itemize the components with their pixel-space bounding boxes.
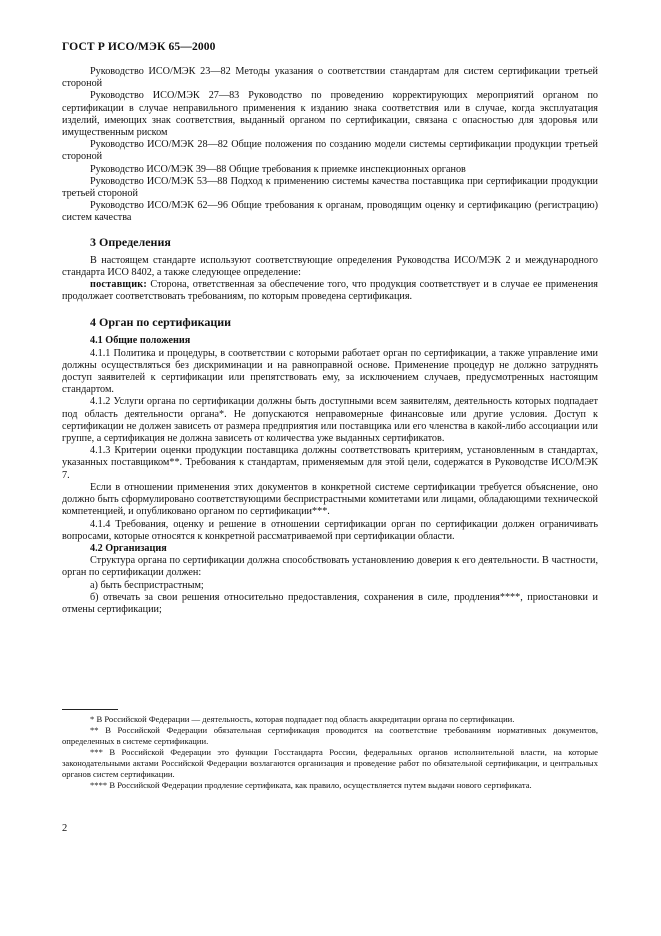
definition-text: Сторона, ответственная за обеспечение того, что продукция соответствует и в случае ее применения продолжает соответствовать требованиям, по которым проведена сертификация. xyxy=(62,279,598,303)
footnotes xyxy=(62,714,598,791)
clause-4-1-3-continued: Если в отношении применения этих документов в конкретной системе сертификации требуется объяснение, оно должно быть сформулировано соответствующими беспристрастными комитетами или лицами, обладающими технической компетенцией, и опубликовано органом по сертификации***. xyxy=(62,481,598,518)
subsection-4-1-heading: 4.1 Общие положения xyxy=(90,335,191,347)
footnote-3: *** В Российской Федерации это функции Госстандарта России, федеральных органов исполнительной власти, на которые законодательными актами Российской Федерации возлагаются организация и проведение работ по обязательной сертификации, и центральных органов систем сертификации. xyxy=(62,747,598,779)
section-3-intro: В настоящем стандарте используют соответствующие определения Руководства ИСО/МЭК 2 и международного стандарта ИСО 8402, а также следующее определение: xyxy=(62,254,598,278)
reference-guide-62: Руководство ИСО/МЭК 62—96 Общие требования к органам, проводящим оценку и сертификацию (регистрацию) систем качества xyxy=(62,200,598,224)
clause-4-1-4: 4.1.4 Требования, оценку и решение в отношении сертификации орган по сертификации должен ограничивать вопросами, которые относятся к конкретной рассматриваемой при сертификации области. xyxy=(62,518,598,542)
list-item-b: б) отвечать за свои решения относительно предоставления, сохранения в силе, продления****, приостановки и отмены сертификации; xyxy=(62,591,598,615)
reference-guide-28: Руководство ИСО/МЭК 28—82 Общие положения по созданию модели системы сертификации продукции третьей стороной xyxy=(62,139,598,163)
footnote-1: * В Российской Федерации — деятельность, которая подпадает под область аккредитации органа по сертификации. xyxy=(90,714,515,724)
clause-4-2-intro: Структура органа по сертификации должна способствовать установлению доверия к его деятельности. В частности, орган по сертификации должен: xyxy=(62,555,598,579)
reference-guide-27: Руководство ИСО/МЭК 27—83 Руководство по проведению корректирующих мероприятий органом по сертификации в случае неправильного применения к изданию знака соответствия или в случае, когда эксплуатация изделий, имеющих знак соответствия, выданный органом по сертификации, связана с опасностью для здоровья или имущественным риском xyxy=(62,90,598,139)
clause-4-1-2: 4.1.2 Услуги органа по сертификации должны быть доступными всем заявителям, деятельность которых подпадает под область деятельности органа*. Не допускаются неправомерные финансовые или другие условия. Доступ к сертификации не должен зависеть от размера предприятия или поставщика или его членства в какой-либо ассоциации или группе, а сертификация не должна зависеть от количества уже выданных сертификатов. xyxy=(62,396,598,445)
definition-supplier xyxy=(62,279,598,303)
list-item-a: а) быть беспристрастным; xyxy=(90,579,204,591)
clause-4-1-3: 4.1.3 Критерии оценки продукции поставщика должны соответствовать критериям, установленным в стандартах, указанных поставщиком**. Требования к стандартам, применяемым для этой цели, содержатся в Руководстве ИСО/МЭК 7. xyxy=(62,445,598,481)
footnote-2: ** В Российской Федерации обязательная сертификация проводится на соответствие требованиям нормативных документов, определенных в системе сертификации. xyxy=(62,725,598,746)
clause-4-1-1: 4.1.1 Политика и процедуры, в соответствии с которыми работает орган по сертификации, а также управление ими должны осуществляться без дискриминации и на равноправной основе. Применение процедур не должно затруднять доступ заявителей к сертификации или препятствовать ему, за исключением случаев, предусмотренных настоящим стандартом. xyxy=(62,347,598,396)
definition-term: поставщик: xyxy=(90,279,147,291)
document-body xyxy=(62,66,598,616)
footnote-divider xyxy=(62,709,118,710)
section-4-heading: 4 Орган по сертификации xyxy=(90,315,232,330)
section-3-heading: 3 Определения xyxy=(90,234,171,249)
subsection-4-2-heading: 4.2 Организация xyxy=(90,542,167,554)
footnote-4: **** В Российской Федерации продление сертификата, как правило, осуществляется путем выдачи нового сертификата. xyxy=(90,780,532,790)
reference-guide-23: Руководство ИСО/МЭК 23—82 Методы указания о соответствии стандартам для систем сертификации третьей стороной xyxy=(62,66,598,90)
document-header: ГОСТ Р ИСО/МЭК 65—2000 xyxy=(62,40,216,53)
page-number: 2 xyxy=(62,823,68,834)
reference-guide-53: Руководство ИСО/МЭК 53—88 Подход к применению системы качества поставщика при сертификации продукции третьей стороной xyxy=(62,175,598,200)
reference-guide-39: Руководство ИСО/МЭК 39—88 Общие требования к приемке инспекционных органов xyxy=(90,163,466,175)
